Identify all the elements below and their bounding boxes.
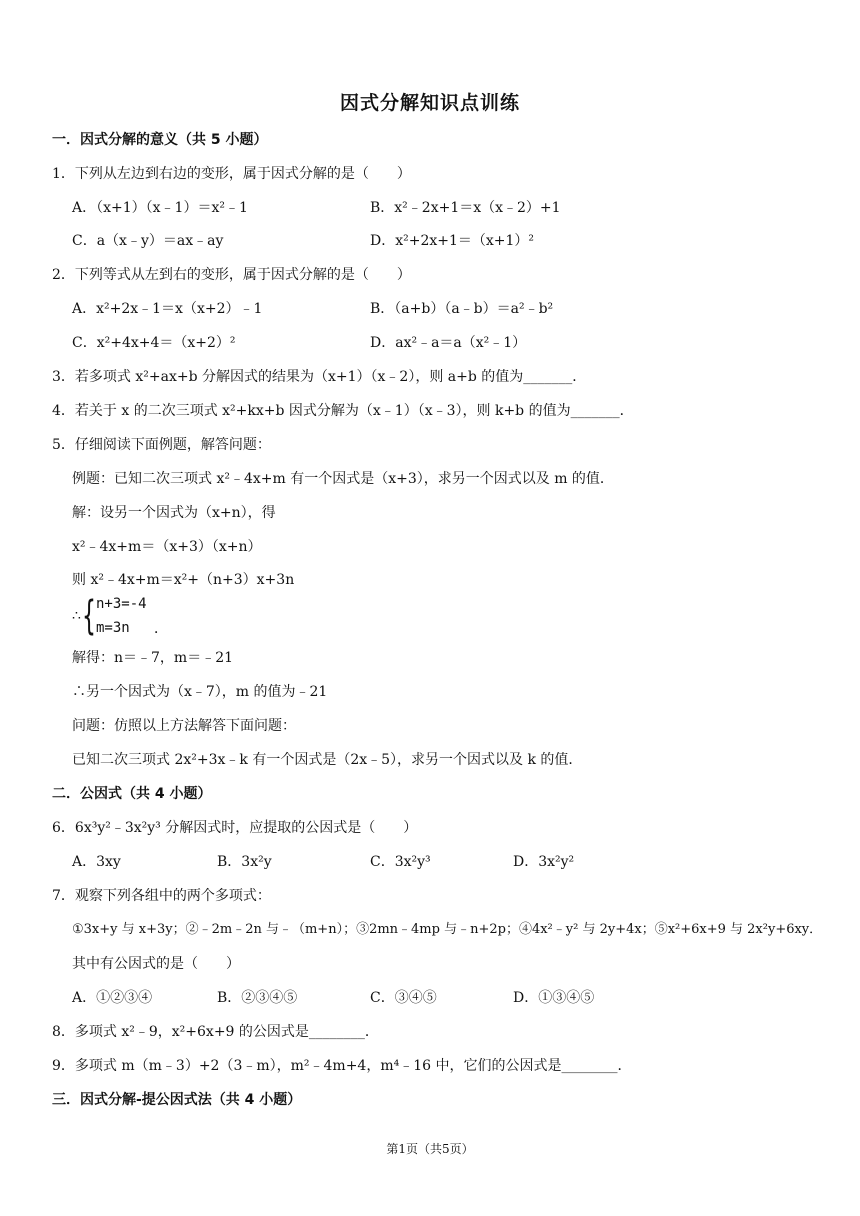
option-b: B．x²﹣2x+1＝x（x﹣2）+1 [370,200,561,216]
option-c: C．③④⑤ [370,990,437,1006]
option-d: D．3x²y² [513,854,575,870]
solution-line-4: 解得：n＝﹣7，m＝﹣21 [72,650,234,666]
question-1-stem: 1．下列从左边到右边的变形，属于因式分解的是（ ） [52,166,411,182]
period-mark: ． [154,621,168,637]
question-7-groups: ①3x+y 与 x+3y；②﹣2m﹣2n 与﹣（m+n）；③2mn﹣4mp 与﹣n+2p；④4x²﹣y² 与 2y+4x；⑤x²+6x+9 与 2x²y+6xy． [72,922,823,937]
option-a: A．（x+1）（x﹣1）＝x²﹣1 [72,200,248,216]
option-d: D．①③④⑤ [513,990,595,1006]
left-brace-icon: { [82,593,96,639]
question-8: 8．多项式 x²﹣9，x²+6x+9 的公因式是________． [52,1024,379,1040]
option-b: B．（a+b）（a﹣b）＝a²﹣b² [370,301,554,317]
question-6-stem: 6．6x³y²﹣3x²y³ 分解因式时，应提取的公因式是（ ） [52,820,418,836]
option-a: A．3xy [72,854,121,870]
question-4: 4．若关于 x 的二次三项式 x²+kx+b 因式分解为（x﹣1）（x﹣3），则 k+b 的值为_______． [52,403,634,419]
problem-text: 已知二次三项式 2x²+3x﹣k 有一个因式是（2x﹣5），求另一个因式以及 k 的值． [72,752,583,768]
question-5-stem: 5．仔细阅读下面例题，解答问题： [52,437,271,453]
equation-system [72,593,172,640]
question-2-stem: 2．下列等式从左到右的变形，属于因式分解的是（ ） [52,267,411,283]
solution-line-2: x²﹣4x+m＝（x+3）（x+n） [72,539,262,555]
question-7-ask: 其中有公因式的是（ ） [72,956,240,972]
option-b: B．3x²y [217,854,272,870]
option-c: C．a（x﹣y）＝ax﹣ay [72,233,224,249]
page-footer: 第1页（共5页） [386,1142,474,1156]
option-d: D．x²+2x+1＝（x+1）² [370,233,535,249]
solution-line-3: 则 x²﹣4x+m＝x²+（n+3）x+3n [72,572,295,588]
section-heading-2: 二．公因式（共 4 小题） [52,786,212,802]
equation-1: n+3=-4 [96,596,147,612]
therefore-symbol: ∴ [72,608,81,624]
option-c: C．3x²y³ [370,854,431,870]
question-7-stem: 7．观察下列各组中的两个多项式： [52,888,271,904]
option-b: B．②③④⑤ [217,990,298,1006]
option-a: A．x²+2x﹣1＝x（x+2）﹣1 [72,301,263,317]
question-3: 3．若多项式 x²+ax+b 分解因式的结果为（x+1）（x﹣2），则 a+b 的值为_______． [52,369,587,385]
option-a: A．①②③④ [72,990,153,1006]
example-text: 例题：已知二次三项式 x²﹣4x+m 有一个因式是（x+3），求另一个因式以及 m 的值． [72,471,614,487]
option-d: D．ax²﹣a＝a（x²﹣1） [370,335,527,351]
document-title: 因式分解知识点训练 [339,92,520,114]
problem-prompt: 问题：仿照以上方法解答下面问题： [72,718,296,734]
option-c: C．x²+4x+4＝（x+2）² [72,335,236,351]
section-heading-1: 一．因式分解的意义（共 5 小题） [52,132,268,148]
solution-line-1: 解：设另一个因式为（x+n），得 [72,505,276,521]
section-heading-3: 三．因式分解-提公因式法（共 4 小题） [52,1092,302,1108]
solution-line-5: ∴另一个因式为（x﹣7），m 的值为﹣21 [72,684,328,700]
question-9: 9．多项式 m（m﹣3）+2（3﹣m），m²﹣4m+4，m⁴﹣16 中，它们的公因式是________． [52,1058,632,1074]
equation-2: m=3n [96,620,130,636]
